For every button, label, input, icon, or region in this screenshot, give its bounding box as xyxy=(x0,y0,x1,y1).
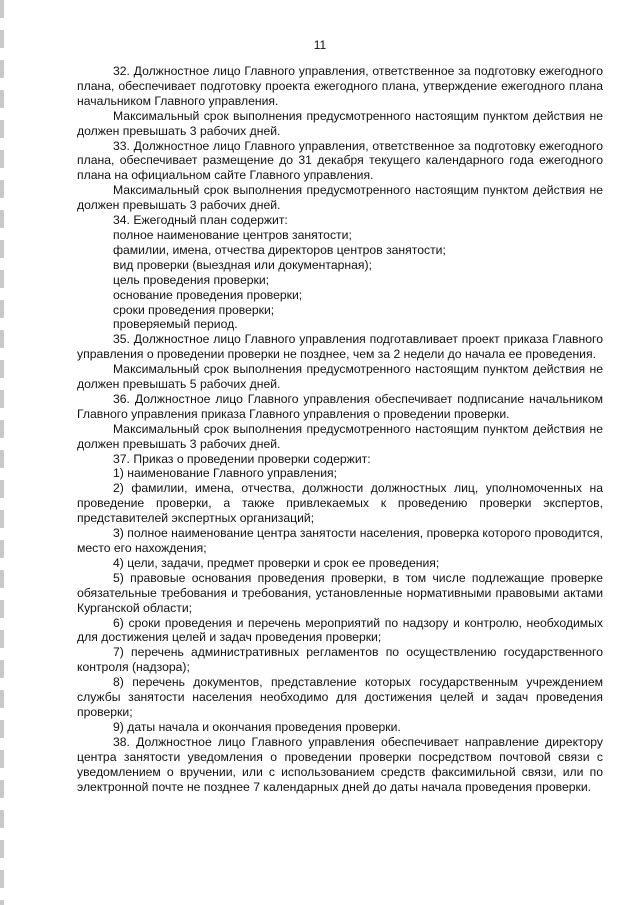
list-item: 8) перечень документов, представление которых государственным учреждением службы занятости населения необходимо для достижения целей и задач проведения проверки; xyxy=(77,675,603,719)
list-item: 1) наименование Главного управления; xyxy=(113,466,338,481)
list-item: 6) сроки проведения и перечень мероприятий по надзору и контролю, необходимых для достижения целей и задач проведения проверки; xyxy=(77,615,603,645)
paragraph: 38. Должностное лицо Главного управления обеспечивает направление директору центра занятости уведомления о проведении проверки посредством почтовой связи с уведомлением о вручении, или с использованием средств факсимильной связи, или по электронной почте не позднее 7 календарных дней до даты начала проведения проверки. xyxy=(77,734,603,794)
paragraph: 35. Должностное лицо Главного управления подготавливает проект приказа Главного управления о проведении проверки не позднее, чем за 2 недели до начала ее проведения. xyxy=(77,332,603,362)
paragraph: 33. Должностное лицо Главного управления, ответственное за подготовку ежегодного плана, обеспечивает размещение до 31 декабря текущего календарного года ежегодного плана на официальном сайте Главного управления. xyxy=(77,138,603,183)
list-item: цель проведения проверки; xyxy=(113,272,270,287)
document-body xyxy=(77,64,603,794)
list-item: проверяемый период. xyxy=(113,317,238,332)
paragraph: Максимальный срок выполнения предусмотренного настоящим пунктом действия не должен превышать 3 рабочих дней. xyxy=(77,108,603,138)
page-number: 11 xyxy=(313,38,327,52)
list-item: основание проведения проверки; xyxy=(113,287,303,302)
list-item: вид проверки (выездная или документарная); xyxy=(113,257,372,272)
list-item: 2) фамилии, имена, отчества, должности должностных лиц, уполномоченных на проведение проверки, а также привлекаемых к проведению проверки экспертов, представителей экспертных организаций; xyxy=(77,481,603,526)
list-item: 5) правовые основания проведения проверки, в том числе подлежащие проверке обязательные требования и требования, установленные нормативными правовыми актами Курганской области; xyxy=(77,570,603,615)
list-item: 4) цели, задачи, предмет проверки и срок ее проведения; xyxy=(113,555,440,570)
list-item: 7) перечень административных регламентов по осуществлению государственного контроля (надзора); xyxy=(77,645,603,675)
paragraph: 36. Должностное лицо Главного управления обеспечивает подписание начальником Главного управления приказа Главного управления о проведении проверки. xyxy=(77,391,603,421)
paragraph: 34. Ежегодный план содержит: xyxy=(113,213,288,228)
paragraph: 32. Должностное лицо Главного управления, ответственное за подготовку ежегодного плана, обеспечивает подготовку проекта ежегодного плана, утверждение ежегодного плана начальником Главного управления. xyxy=(77,64,603,108)
list-item: фамилии, имена, отчества директоров центров занятости; xyxy=(113,242,446,257)
paragraph: Максимальный срок выполнения предусмотренного настоящим пунктом действия не должен превышать 3 рабочих дней. xyxy=(77,183,603,213)
scan-edge xyxy=(0,0,4,905)
paragraph: Максимальный срок выполнения предусмотренного настоящим пунктом действия не должен превышать 3 рабочих дней. xyxy=(77,421,603,451)
paragraph: Максимальный срок выполнения предусмотренного настоящим пунктом действия не должен превышать 5 рабочих дней. xyxy=(77,362,603,392)
list-item: полное наименование центров занятости; xyxy=(113,227,352,242)
list-item: 3) полное наименование центра занятости населения, проверка которого проводится, место его нахождения; xyxy=(77,526,603,555)
list-item: 9) даты начала и окончания проведения проверки. xyxy=(113,719,401,734)
paragraph: 37. Приказ о проведении проверки содержит: xyxy=(113,451,371,466)
list-item: сроки проведения проверки; xyxy=(113,302,275,317)
